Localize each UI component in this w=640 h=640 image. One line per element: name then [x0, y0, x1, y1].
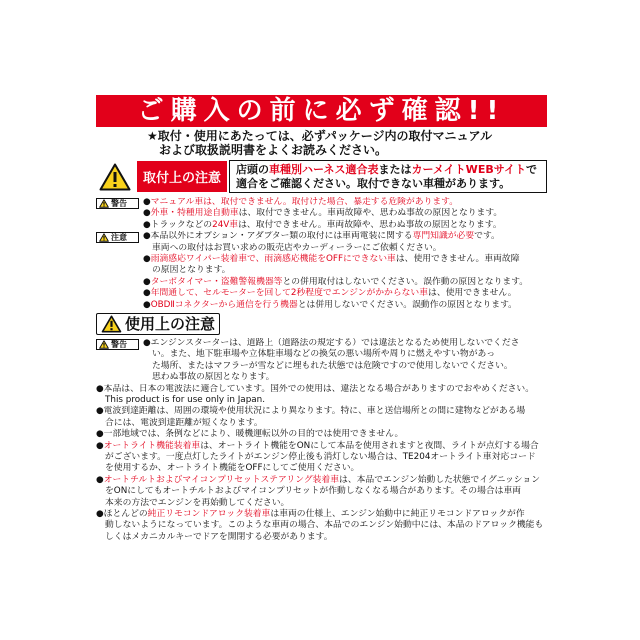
- highlight-text: 雨滴感応ワイパー装着車で、雨滴感応機能をOFFにできない車: [150, 253, 396, 264]
- notice-highlight: カーメイトWEBサイト: [411, 163, 526, 176]
- list-item: [143, 231, 551, 242]
- list-item: [143, 277, 551, 288]
- body-text: は車両の仕様上、エンジン始動中に純正リモコンドアロックが作: [270, 508, 525, 519]
- highlight-text: マニュアル車は、取付できません。取付けた場合、暴走する危険があります。: [150, 197, 459, 207]
- body-text: 合には、電波到達距離が短くなります。: [105, 417, 263, 428]
- list-item: [96, 441, 551, 452]
- list-item: [143, 300, 551, 311]
- notice-text: 店頭の: [236, 163, 269, 176]
- install-notice-box: [229, 160, 547, 193]
- install-warning-list: [143, 197, 551, 231]
- bullet: ●: [143, 253, 151, 264]
- bullet: ●: [143, 288, 151, 299]
- title-banner: [96, 95, 547, 127]
- warning-label: [96, 198, 139, 209]
- usage-precautions-heading: [96, 313, 220, 335]
- highlight-text: 専門知識が必要: [412, 231, 475, 242]
- subtitle: [147, 129, 547, 157]
- body-text: は、本品でエンジン始動した状態でイグニッション: [339, 474, 541, 485]
- caution-label-text: 注意: [111, 233, 127, 242]
- notice-line: [236, 163, 546, 177]
- body-text: ●本品は、日本の電波法に適合しています。国外での使用は、違法となる場合がありますのでおやめください。: [96, 383, 535, 394]
- bullet: ●: [96, 474, 104, 485]
- warning-label-text: 警告: [111, 340, 127, 349]
- list-item: [96, 406, 551, 417]
- install-caution-list: [143, 231, 551, 311]
- list-item-continued: [96, 532, 551, 543]
- highlight-text: 年間通して、セルモーターを回して2秒程度でエンジンがかからない車: [150, 288, 429, 299]
- body-text: との併用取付はしないでください。誤作動の原因となります。: [282, 276, 529, 287]
- warning-triangle-icon: [99, 233, 109, 242]
- list-item: [96, 509, 551, 520]
- list-item-continued: [143, 265, 551, 276]
- body-text: をONにしてもオートチルトおよびマイコンプリセットが作動しなくなる場合があります。その場合は車両: [105, 486, 522, 497]
- body-text: 思わぬ事故の原因となります。: [152, 372, 275, 383]
- body-text: を使用するか、オートライト機能をOFFにしてご使用ください。: [105, 463, 360, 474]
- highlight-text: OBDⅡコネクターから通信を行う機器: [150, 299, 298, 310]
- list-item-continued: [96, 395, 551, 406]
- body-text: がございます。一度点灯したライトがエンジン停止後も消灯しない場合は、TE204オートライト車対応コード: [105, 451, 536, 462]
- list-item-continued: [96, 498, 551, 509]
- warning-triangle-icon: [101, 315, 122, 333]
- list-item: [143, 288, 551, 299]
- bullet: ●: [96, 440, 104, 451]
- body-text: 車両への取付はお買い求めの販売店やカーディーラーにご依頼ください。: [152, 242, 442, 253]
- subtitle-line: および取扱説明書をよくお読みください。: [159, 143, 388, 157]
- notice-text: または: [378, 163, 412, 176]
- section-heading: 使用上の注意: [125, 315, 216, 333]
- body-text: ●エンジンスターターは、道路上（道路法の規定する）では違法となるため使用しないでくださ: [143, 338, 520, 348]
- body-text: い。また、地下駐車場や立体駐車場などの換気の悪い場所や周りに燃えやすい物があっ: [152, 349, 495, 360]
- body-text: は、使用できません。車両故障: [395, 253, 520, 264]
- body-text: は、オートライト機能をONにして本品を使用されますと夜間、ライトが点灯する場合: [200, 440, 539, 451]
- body-text: です。: [474, 231, 500, 242]
- subtitle-line: ★取付・使用にあたっては、必ずパッケージ内の取付マニュアル: [147, 129, 493, 143]
- list-item: [143, 254, 551, 265]
- page-title: ご購入の前に必ず確認!!: [137, 96, 506, 126]
- list-item-continued: [96, 463, 551, 474]
- body-text: ●ほとんどの: [96, 508, 148, 519]
- warning-label: [96, 339, 139, 350]
- list-item-continued: [143, 361, 551, 372]
- list-item: [143, 197, 551, 208]
- warning-triangle-icon: [99, 163, 131, 191]
- body-text: しくはメカニカルキーでドアを開閉する必要があります。: [105, 531, 333, 542]
- body-text: の原因となります。: [152, 265, 231, 276]
- list-item-continued: [96, 520, 551, 531]
- list-item-continued: [96, 452, 551, 463]
- warning-label-text: 警告: [111, 199, 127, 208]
- notice-line: [236, 177, 546, 191]
- highlight-text: ターボタイマー・盗難警報機器等: [150, 276, 283, 287]
- body-text: 動しないようになっています。このような車両の場合、本品でのエンジン始動中には、本品のドアロック機能も: [105, 520, 544, 531]
- highlight-text: 純正リモコンドアロック装着車: [147, 508, 271, 519]
- bullet: ●: [143, 299, 151, 310]
- bullet: ●: [143, 208, 151, 219]
- body-text: は、使用できません。: [428, 288, 517, 299]
- body-text: とは併用しないでください。誤動作の原因となります。: [297, 299, 517, 310]
- list-item: [143, 208, 551, 219]
- list-item-continued: [143, 349, 551, 360]
- list-item-continued: [96, 486, 551, 497]
- warning-triangle-icon: [99, 340, 109, 349]
- highlight-text: オートチルトおよびマイコンプリセットステアリング装着車: [103, 474, 340, 485]
- highlight-text: 24V車: [212, 219, 239, 230]
- body-text: た場所、またはマフラーが雪などに埋もれた状態では危険ですので使用しないでください。: [152, 360, 513, 371]
- list-item: [96, 429, 551, 440]
- warning-triangle-icon: [99, 199, 109, 208]
- bullet: ●: [143, 197, 151, 207]
- notice-text: 適合をご確認ください。取付できない車種があります。: [236, 177, 511, 190]
- list-item: [143, 220, 551, 231]
- highlight-text: オートライト機能装着車: [103, 440, 201, 451]
- notice-text: で: [525, 163, 537, 176]
- body-text: ●電波到達距離は、周囲の環境や使用状況により異なります。特に、車と送信場所との間に建物などがある場: [96, 406, 526, 417]
- body-text: ●一部地域では、条例などにより、暖機運転以外の目的では使用できません。: [96, 429, 404, 440]
- body-text: は、取付できません。車両故障や、思わぬ事故の原因となります。: [238, 219, 502, 230]
- list-item: [96, 384, 551, 395]
- body-text: This product is for use only in Japan.: [105, 394, 266, 405]
- list-item: [96, 475, 551, 486]
- list-item-continued: [143, 372, 551, 383]
- body-text: ●本品以外にオプション・アダプター類の取付には車両電装に関する: [143, 231, 413, 242]
- usage-items-list: [96, 384, 551, 543]
- list-item-continued: [143, 243, 551, 254]
- body-text: ●トラックなどの: [143, 219, 213, 230]
- notice-highlight: 車種別ハーネス適合表: [269, 163, 379, 176]
- highlight-text: 外車・特種用途自動車: [150, 208, 239, 219]
- install-notice-label: 取付上の注意: [137, 161, 227, 192]
- list-item-continued: [96, 418, 551, 429]
- body-text: は、取付できません。車両故障や、思わぬ事故の原因となります。: [238, 208, 503, 219]
- list-item: [143, 338, 551, 349]
- caution-label: [96, 232, 139, 243]
- bullet: ●: [143, 276, 151, 287]
- usage-warning-list: [143, 338, 551, 384]
- body-text: 本来の方法でエンジンを再始動してください。: [105, 497, 290, 508]
